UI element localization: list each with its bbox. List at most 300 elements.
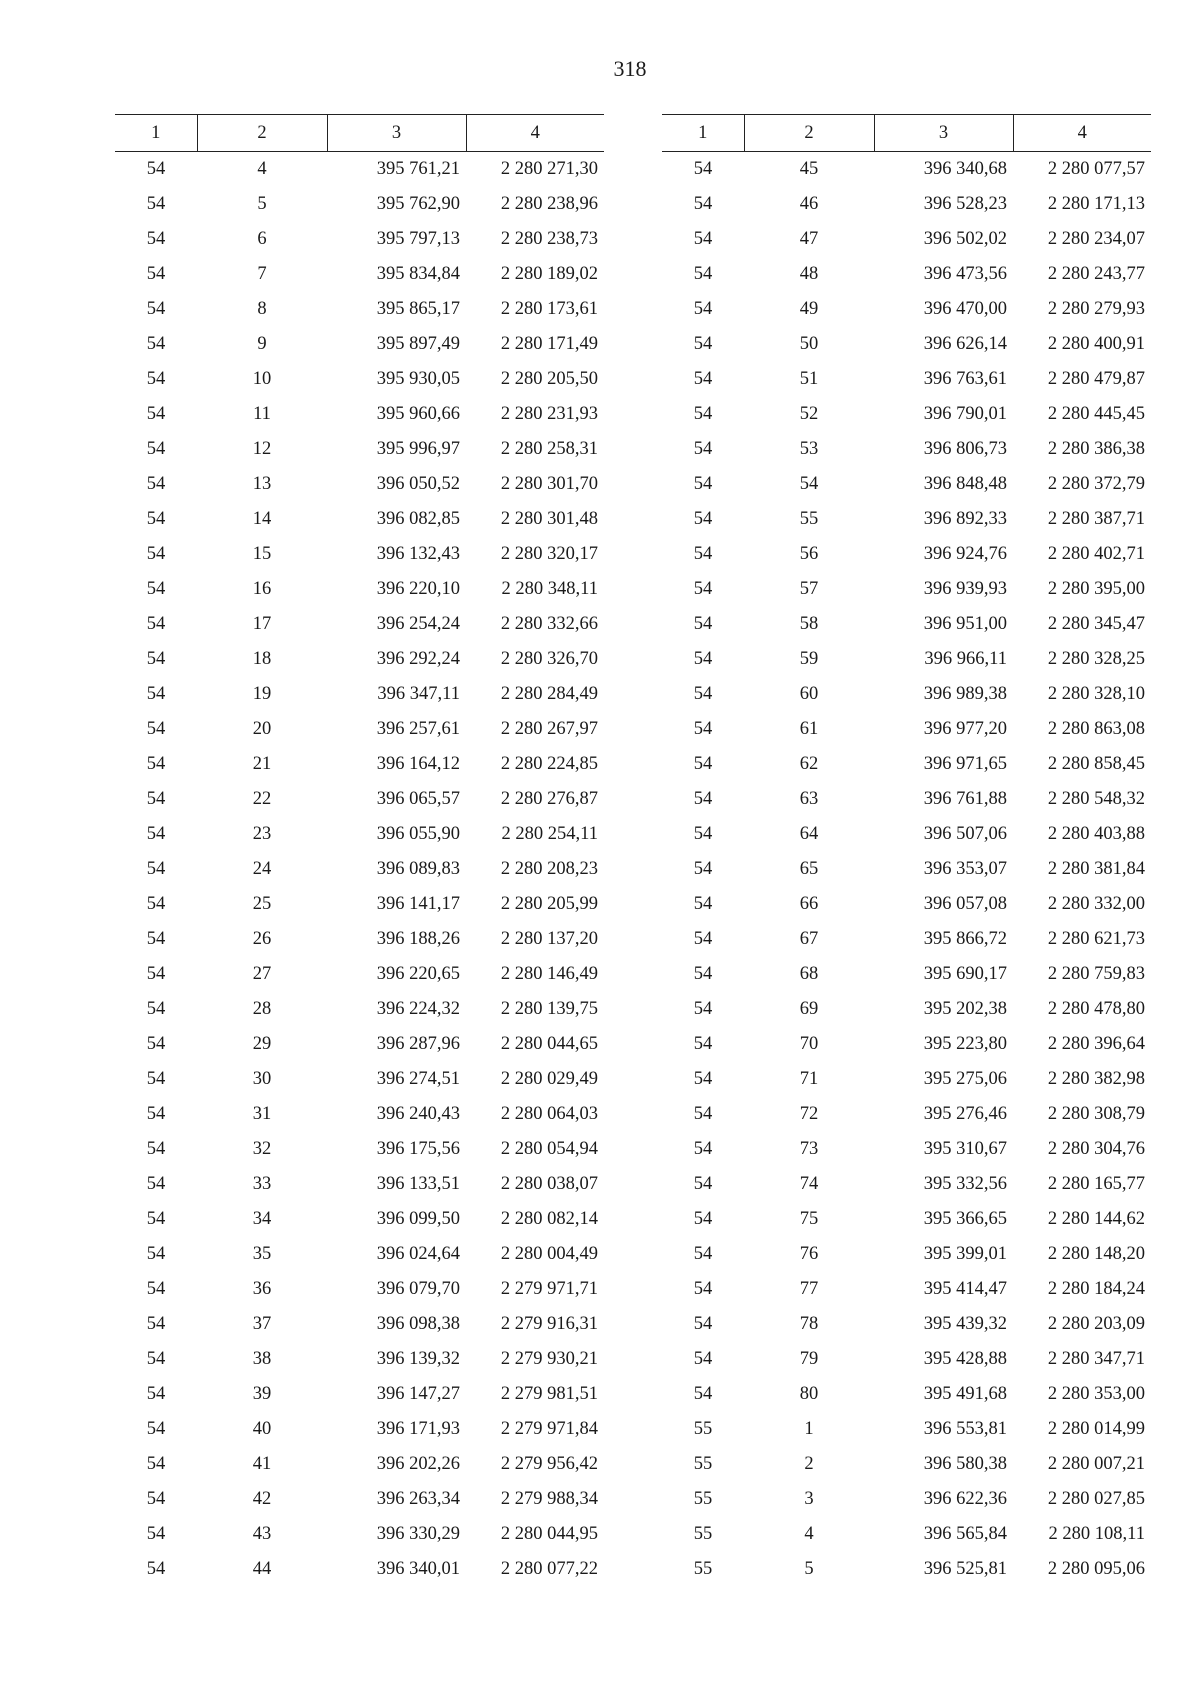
- table-cell-col4: 2 280 328,25: [1047, 649, 1145, 669]
- table-cell-col1: 54: [146, 1524, 166, 1544]
- table-cell-col2: 39: [252, 1384, 272, 1404]
- table-cell-col1: 54: [693, 474, 713, 494]
- table-cell-col1: 55: [693, 1559, 713, 1579]
- table-cell-col2: 25: [252, 894, 272, 914]
- table-cell-col4: 2 280 148,20: [1047, 1244, 1145, 1264]
- table-cell-col2: 14: [252, 509, 272, 529]
- table-row: [662, 957, 1151, 992]
- table-row: [115, 1377, 604, 1412]
- table-cell-col1: 54: [693, 754, 713, 774]
- table-row: [115, 817, 604, 852]
- table-cell-col1: 54: [693, 859, 713, 879]
- table-cell-col1: 54: [146, 474, 166, 494]
- table-cell-col3: 396 240,43: [376, 1104, 460, 1124]
- table-cell-col1: 54: [693, 1034, 713, 1054]
- table-cell-col4: 2 280 308,79: [1047, 1104, 1145, 1124]
- table-row: [662, 1412, 1151, 1447]
- table-cell-col3: 395 960,66: [376, 404, 460, 424]
- table-cell-col1: 55: [693, 1489, 713, 1509]
- table-cell-col1: 54: [146, 1104, 166, 1124]
- table-cell-col3: 396 257,61: [376, 719, 460, 739]
- table-cell-col3: 396 525,81: [923, 1559, 1007, 1579]
- table-cell-col1: 54: [146, 824, 166, 844]
- table-header-row: [115, 115, 604, 152]
- table-cell-col3: 395 865,17: [376, 299, 460, 319]
- table-cell-col1: 54: [146, 1069, 166, 1089]
- table-cell-col2: 62: [799, 754, 819, 774]
- table-cell-col2: 65: [799, 859, 819, 879]
- table-row: [115, 152, 604, 188]
- column-header-3: 3: [327, 115, 466, 152]
- table-cell-col2: 63: [799, 789, 819, 809]
- table-cell-col2: 67: [799, 929, 819, 949]
- table-cell-col2: 70: [799, 1034, 819, 1054]
- table-cell-col3: 396 347,11: [377, 684, 460, 704]
- table-cell-col3: 396 133,51: [376, 1174, 460, 1194]
- table-cell-col1: 54: [146, 1419, 166, 1439]
- table-row: [662, 152, 1151, 188]
- table-cell-col2: 47: [799, 229, 819, 249]
- table-cell-col1: 54: [693, 1244, 713, 1264]
- table-cell-col4: 2 280 279,93: [1047, 299, 1145, 319]
- table-cell-col2: 29: [252, 1034, 272, 1054]
- table-cell-col4: 2 280 146,49: [500, 964, 598, 984]
- table-cell-col1: 54: [693, 1104, 713, 1124]
- table-cell-col4: 2 280 621,73: [1047, 929, 1145, 949]
- table-cell-col3: 395 761,21: [376, 159, 460, 179]
- table-row: [115, 1412, 604, 1447]
- table-row: [115, 1027, 604, 1062]
- table-cell-col4: 2 280 402,71: [1047, 544, 1145, 564]
- table-cell-col4: 2 280 395,00: [1047, 579, 1145, 599]
- column-header-4: 4: [1013, 115, 1151, 152]
- table-cell-col2: 17: [252, 614, 272, 634]
- table-cell-col1: 54: [146, 544, 166, 564]
- table-cell-col3: 396 626,14: [923, 334, 1007, 354]
- table-cell-col2: 51: [799, 369, 819, 389]
- table-cell-col4: 2 280 171,13: [1047, 194, 1145, 214]
- table-cell-col2: 27: [252, 964, 272, 984]
- table-cell-col2: 30: [252, 1069, 272, 1089]
- table-cell-col3: 395 399,01: [923, 1244, 1007, 1264]
- table-cell-col3: 396 141,17: [376, 894, 460, 914]
- table-cell-col2: 1: [804, 1419, 814, 1439]
- table-row: [115, 887, 604, 922]
- table-cell-col3: 396 098,38: [376, 1314, 460, 1334]
- table-cell-col1: 54: [693, 1069, 713, 1089]
- table-cell-col4: 2 280 238,73: [500, 229, 598, 249]
- table-cell-col4: 2 279 930,21: [500, 1349, 598, 1369]
- table-cell-col1: 54: [693, 1349, 713, 1369]
- table-row: [115, 1097, 604, 1132]
- table-cell-col1: 54: [693, 1139, 713, 1159]
- table-cell-col4: 2 280 403,88: [1047, 824, 1145, 844]
- table-cell-col2: 75: [799, 1209, 819, 1229]
- table-row: [662, 1272, 1151, 1307]
- table-row: [662, 222, 1151, 257]
- table-cell-col3: 396 147,27: [376, 1384, 460, 1404]
- table-cell-col2: 2: [804, 1454, 814, 1474]
- table-cell-col1: 54: [693, 719, 713, 739]
- table-cell-col1: 54: [693, 264, 713, 284]
- table-cell-col3: 396 951,00: [923, 614, 1007, 634]
- table-cell-col3: 395 897,49: [376, 334, 460, 354]
- table-cell-col1: 54: [146, 859, 166, 879]
- table-cell-col3: 396 507,06: [923, 824, 1007, 844]
- table-row: [662, 747, 1151, 782]
- table-cell-col4: 2 280 173,61: [500, 299, 598, 319]
- table-cell-col3: 396 848,48: [923, 474, 1007, 494]
- table-cell-col1: 54: [693, 334, 713, 354]
- table-cell-col2: 22: [252, 789, 272, 809]
- table-row: [662, 922, 1151, 957]
- table-row: [115, 782, 604, 817]
- table-row: [115, 1307, 604, 1342]
- table-cell-col3: 396 622,36: [923, 1489, 1007, 1509]
- table-cell-col2: 45: [799, 159, 819, 179]
- table-row: [662, 1377, 1151, 1412]
- table-row: [662, 292, 1151, 327]
- table-cell-col1: 54: [693, 369, 713, 389]
- table-cell-col4: 2 280 108,11: [1048, 1524, 1145, 1544]
- table-cell-col1: 54: [693, 1209, 713, 1229]
- table-cell-col4: 2 280 203,09: [1047, 1314, 1145, 1334]
- table-cell-col2: 13: [252, 474, 272, 494]
- table-row: [662, 642, 1151, 677]
- table-cell-col2: 36: [252, 1279, 272, 1299]
- table-cell-col3: 396 175,56: [376, 1139, 460, 1159]
- table-cell-col1: 54: [693, 649, 713, 669]
- table-cell-col3: 396 353,07: [923, 859, 1007, 879]
- table-cell-col4: 2 280 234,07: [1047, 229, 1145, 249]
- table-cell-col2: 46: [799, 194, 819, 214]
- table-cell-col4: 2 280 004,49: [500, 1244, 598, 1264]
- table-cell-col4: 2 280 205,99: [500, 894, 598, 914]
- table-cell-col4: 2 280 077,57: [1047, 159, 1145, 179]
- table-cell-col3: 395 996,97: [376, 439, 460, 459]
- table-cell-col2: 41: [252, 1454, 272, 1474]
- column-header-3: 3: [874, 115, 1013, 152]
- table-body-right: [662, 152, 1151, 1588]
- table-cell-col1: 54: [693, 299, 713, 319]
- table-cell-col1: 54: [693, 1384, 713, 1404]
- table-cell-col4: 2 280 038,07: [500, 1174, 598, 1194]
- table-cell-col2: 21: [252, 754, 272, 774]
- table-cell-col2: 61: [799, 719, 819, 739]
- table-cell-col4: 2 280 205,50: [500, 369, 598, 389]
- table-cell-col4: 2 279 971,71: [500, 1279, 598, 1299]
- table-cell-col2: 60: [799, 684, 819, 704]
- table-cell-col4: 2 280 372,79: [1047, 474, 1145, 494]
- table-cell-col1: 54: [146, 1489, 166, 1509]
- coordinate-table-left: [115, 114, 604, 1587]
- table-row: [115, 677, 604, 712]
- table-cell-col4: 2 280 231,93: [500, 404, 598, 424]
- table-cell-col1: 54: [146, 719, 166, 739]
- table-cell-col2: 42: [252, 1489, 272, 1509]
- table-cell-col4: 2 280 382,98: [1047, 1069, 1145, 1089]
- table-cell-col4: 2 280 044,65: [500, 1034, 598, 1054]
- table-cell-col2: 11: [253, 404, 271, 424]
- table-cell-col3: 395 275,06: [923, 1069, 1007, 1089]
- table-cell-col4: 2 280 144,62: [1047, 1209, 1145, 1229]
- table-row: [115, 222, 604, 257]
- table-cell-col2: 32: [252, 1139, 272, 1159]
- table-cell-col3: 396 089,83: [376, 859, 460, 879]
- table-cell-col2: 28: [252, 999, 272, 1019]
- table-row: [662, 1097, 1151, 1132]
- table-cell-col4: 2 280 077,22: [500, 1559, 598, 1579]
- table-row: [662, 1342, 1151, 1377]
- table-row: [115, 992, 604, 1027]
- table-cell-col1: 54: [146, 229, 166, 249]
- table-cell-col1: 54: [146, 439, 166, 459]
- table-cell-col1: 54: [693, 404, 713, 424]
- coordinate-table-right: [662, 114, 1151, 1587]
- table-cell-col2: 57: [799, 579, 819, 599]
- table-cell-col4: 2 280 400,91: [1047, 334, 1145, 354]
- table-row: [115, 432, 604, 467]
- table-cell-col2: 64: [799, 824, 819, 844]
- table-cell-col2: 43: [252, 1524, 272, 1544]
- table-cell-col1: 54: [146, 1209, 166, 1229]
- table-cell-col4: 2 280 267,97: [500, 719, 598, 739]
- table-cell-col4: 2 280 224,85: [500, 754, 598, 774]
- table-cell-col3: 395 366,65: [923, 1209, 1007, 1229]
- table-cell-col1: 54: [693, 824, 713, 844]
- table-cell-col3: 396 254,24: [376, 614, 460, 634]
- table-cell-col1: 54: [146, 754, 166, 774]
- table-cell-col3: 396 220,10: [376, 579, 460, 599]
- table-cell-col1: 54: [693, 929, 713, 949]
- table-cell-col1: 54: [146, 1279, 166, 1299]
- table-cell-col3: 396 892,33: [923, 509, 1007, 529]
- table-cell-col4: 2 280 387,71: [1047, 509, 1145, 529]
- table-cell-col4: 2 280 027,85: [1047, 1489, 1145, 1509]
- table-cell-col3: 396 790,01: [923, 404, 1007, 424]
- table-cell-col4: 2 280 326,70: [500, 649, 598, 669]
- table-cell-col1: 54: [146, 1139, 166, 1159]
- table-row: [115, 1482, 604, 1517]
- table-cell-col2: 4: [257, 159, 267, 179]
- table-cell-col4: 2 280 332,66: [500, 614, 598, 634]
- table-cell-col2: 31: [252, 1104, 272, 1124]
- table-cell-col2: 69: [799, 999, 819, 1019]
- table-cell-col1: 54: [146, 334, 166, 354]
- table-row: [115, 1062, 604, 1097]
- table-cell-col2: 58: [799, 614, 819, 634]
- table-row: [115, 922, 604, 957]
- table-cell-col2: 15: [252, 544, 272, 564]
- table-row: [662, 1167, 1151, 1202]
- table-cell-col2: 73: [799, 1139, 819, 1159]
- table-cell-col3: 396 188,26: [376, 929, 460, 949]
- column-header-1: 1: [662, 115, 744, 152]
- table-row: [662, 1132, 1151, 1167]
- table-cell-col3: 395 276,46: [923, 1104, 1007, 1124]
- table-cell-col2: 54: [799, 474, 819, 494]
- table-cell-col3: 395 866,72: [923, 929, 1007, 949]
- table-cell-col3: 395 439,32: [923, 1314, 1007, 1334]
- table-cell-col4: 2 280 054,94: [500, 1139, 598, 1159]
- table-cell-col1: 54: [146, 1349, 166, 1369]
- table-row: [662, 712, 1151, 747]
- table-cell-col1: 54: [146, 579, 166, 599]
- table-cell-col2: 10: [252, 369, 272, 389]
- table-cell-col4: 2 280 271,30: [500, 159, 598, 179]
- table-cell-col3: 396 470,00: [923, 299, 1007, 319]
- table-cell-col3: 395 834,84: [376, 264, 460, 284]
- table-row: [115, 1167, 604, 1202]
- table-cell-col1: 54: [146, 1559, 166, 1579]
- table-cell-col4: 2 280 254,11: [501, 824, 598, 844]
- table-cell-col2: 49: [799, 299, 819, 319]
- table-cell-col2: 59: [799, 649, 819, 669]
- table-row: [115, 257, 604, 292]
- table-row: [662, 1202, 1151, 1237]
- table-cell-col1: 54: [146, 929, 166, 949]
- table-cell-col3: 395 332,56: [923, 1174, 1007, 1194]
- table-cell-col4: 2 280 301,70: [500, 474, 598, 494]
- table-row: [662, 187, 1151, 222]
- table-cell-col1: 54: [146, 1174, 166, 1194]
- table-row: [662, 1307, 1151, 1342]
- table-cell-col2: 8: [257, 299, 267, 319]
- table-cell-col3: 396 761,88: [923, 789, 1007, 809]
- table-cell-col4: 2 280 445,45: [1047, 404, 1145, 424]
- table-cell-col3: 396 939,93: [923, 579, 1007, 599]
- table-row: [115, 747, 604, 782]
- table-cell-col1: 54: [146, 789, 166, 809]
- table-cell-col2: 37: [252, 1314, 272, 1334]
- table-row: [115, 327, 604, 362]
- table-row: [662, 992, 1151, 1027]
- table-cell-col2: 52: [799, 404, 819, 424]
- table-row: [115, 397, 604, 432]
- table-cell-col3: 396 065,57: [376, 789, 460, 809]
- table-cell-col3: 396 057,08: [923, 894, 1007, 914]
- table-cell-col1: 54: [146, 369, 166, 389]
- table-cell-col1: 54: [693, 1314, 713, 1334]
- table-cell-col3: 396 528,23: [923, 194, 1007, 214]
- table-row: [662, 362, 1151, 397]
- table-cell-col2: 77: [799, 1279, 819, 1299]
- table-cell-col4: 2 280 165,77: [1047, 1174, 1145, 1194]
- table-cell-col3: 396 224,32: [376, 999, 460, 1019]
- table-row: [115, 607, 604, 642]
- table-row: [662, 1447, 1151, 1482]
- table-cell-col1: 54: [146, 1314, 166, 1334]
- table-cell-col2: 9: [257, 334, 267, 354]
- table-cell-col3: 396 806,73: [923, 439, 1007, 459]
- table-cell-col1: 54: [693, 614, 713, 634]
- table-cell-col1: 54: [693, 1279, 713, 1299]
- table-row: [115, 362, 604, 397]
- table-row: [115, 467, 604, 502]
- table-cell-col2: 35: [252, 1244, 272, 1264]
- table-cell-col2: 71: [799, 1069, 819, 1089]
- table-row: [662, 1552, 1151, 1587]
- table-cell-col3: 396 340,68: [923, 159, 1007, 179]
- table-row: [662, 1482, 1151, 1517]
- table-row: [115, 852, 604, 887]
- table-cell-col1: 54: [146, 649, 166, 669]
- table-cell-col4: 2 280 863,08: [1047, 719, 1145, 739]
- table-cell-col4: 2 280 478,80: [1047, 999, 1145, 1019]
- table-cell-col1: 54: [146, 299, 166, 319]
- table-cell-col2: 23: [252, 824, 272, 844]
- table-cell-col4: 2 280 301,48: [500, 509, 598, 529]
- table-cell-col4: 2 280 171,49: [500, 334, 598, 354]
- table-row: [662, 782, 1151, 817]
- table-cell-col3: 395 690,17: [923, 964, 1007, 984]
- table-cell-col4: 2 280 479,87: [1047, 369, 1145, 389]
- table-cell-col3: 396 202,26: [376, 1454, 460, 1474]
- table-cell-col4: 2 280 044,95: [500, 1524, 598, 1544]
- table-cell-col1: 54: [693, 684, 713, 704]
- table-cell-col1: 54: [146, 614, 166, 634]
- table-cell-col4: 2 280 332,00: [1047, 894, 1145, 914]
- table-cell-col3: 396 553,81: [923, 1419, 1007, 1439]
- column-header-4: 4: [466, 115, 604, 152]
- table-row: [115, 1517, 604, 1552]
- table-row: [115, 1272, 604, 1307]
- table-cell-col3: 395 930,05: [376, 369, 460, 389]
- table-row: [115, 642, 604, 677]
- table-row: [115, 292, 604, 327]
- table-cell-col4: 2 280 304,76: [1047, 1139, 1145, 1159]
- table-cell-col3: 395 428,88: [923, 1349, 1007, 1369]
- table-cell-col2: 40: [252, 1419, 272, 1439]
- column-header-2: 2: [197, 115, 327, 152]
- table-row: [662, 572, 1151, 607]
- table-cell-col1: 54: [693, 439, 713, 459]
- table-cell-col4: 2 280 276,87: [500, 789, 598, 809]
- table-cell-col3: 396 079,70: [376, 1279, 460, 1299]
- table-cell-col3: 396 263,34: [376, 1489, 460, 1509]
- table-cell-col3: 396 132,43: [376, 544, 460, 564]
- table-cell-col1: 54: [693, 894, 713, 914]
- table-row: [115, 1132, 604, 1167]
- table-cell-col3: 395 797,13: [376, 229, 460, 249]
- table-row: [115, 1447, 604, 1482]
- table-cell-col3: 396 055,90: [376, 824, 460, 844]
- table-cell-col1: 54: [146, 194, 166, 214]
- table-cell-col4: 2 280 184,24: [1047, 1279, 1145, 1299]
- table-cell-col1: 54: [693, 229, 713, 249]
- table-cell-col4: 2 279 916,31: [500, 1314, 598, 1334]
- table-cell-col1: 54: [146, 1384, 166, 1404]
- table-cell-col4: 2 280 014,99: [1047, 1419, 1145, 1439]
- table-cell-col2: 48: [799, 264, 819, 284]
- table-cell-col2: 68: [799, 964, 819, 984]
- table-cell-col3: 396 971,65: [923, 754, 1007, 774]
- table-row: [662, 1027, 1151, 1062]
- table-cell-col3: 395 223,80: [923, 1034, 1007, 1054]
- table-cell-col3: 395 202,38: [923, 999, 1007, 1019]
- table-cell-col2: 53: [799, 439, 819, 459]
- table-cell-col4: 2 280 284,49: [500, 684, 598, 704]
- table-cell-col3: 396 292,24: [376, 649, 460, 669]
- table-cell-col2: 50: [799, 334, 819, 354]
- table-cell-col4: 2 280 095,06: [1047, 1559, 1145, 1579]
- table-cell-col4: 2 280 328,10: [1047, 684, 1145, 704]
- table-cell-col1: 54: [146, 1454, 166, 1474]
- table-cell-col3: 396 580,38: [923, 1454, 1007, 1474]
- table-cell-col2: 72: [799, 1104, 819, 1124]
- table-cell-col4: 2 280 258,31: [500, 439, 598, 459]
- table-row: [115, 572, 604, 607]
